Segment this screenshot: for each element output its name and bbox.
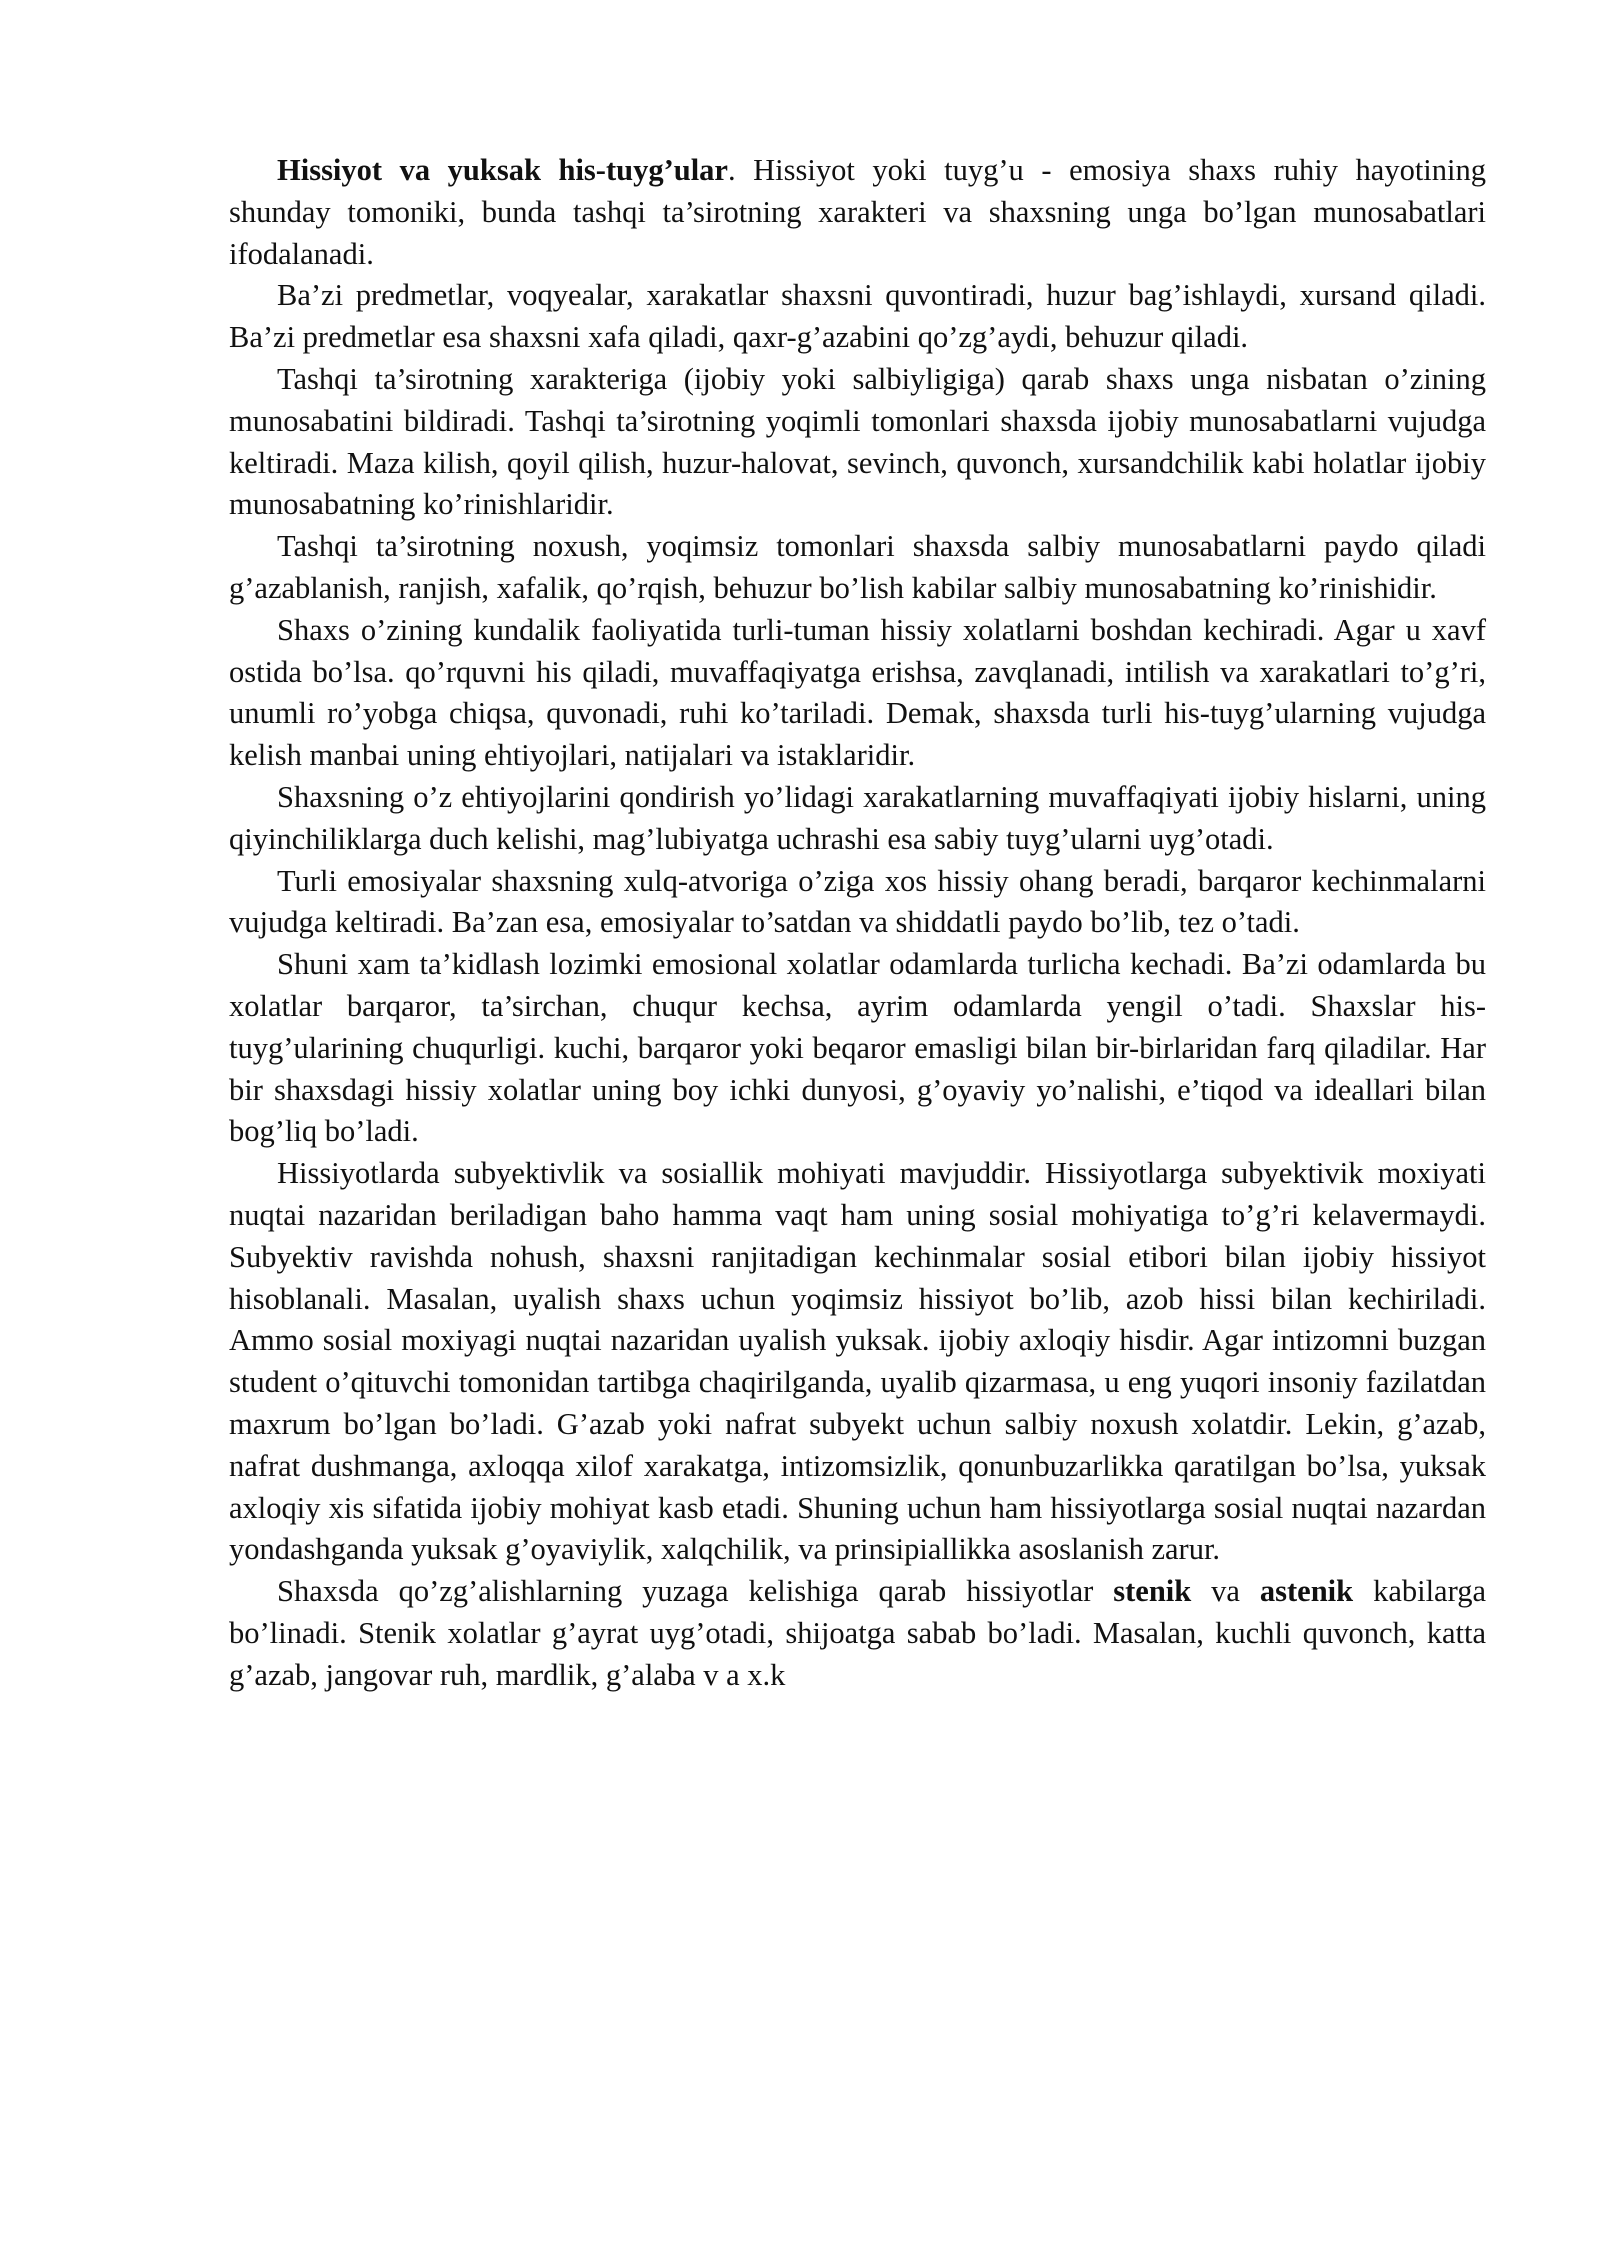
paragraph-tashqi-tasirot: Tashqi ta’sirotning xarakteriga (ijobiy yoki salbiyligiga) qarab shaxs unga nisbatan o’zining munosabatini bildiradi. Tashqi ta’sirotning yoqimli tomonlari shaxsda ijobiy munosabatlarni vujudga keltiradi. Maza kilish, qoyil qilish, huzur-halovat, sevinch, quvonch, xursandchilik kabi holatlar ijobiy munosabatning ko’rinishlaridir. <box>229 361 1486 522</box>
term-astenik: astenik <box>1259 1574 1354 1609</box>
paragraph-salbiy-munosabat: Tashqi ta’sirotning noxush, yoqimsiz tomonlari shaxsda salbiy munosabatlarni paydo qiladi g’azablanish, ranjish, xafalik, qo’rqish, behuzur bo’lish kabilar salbiy munosabatning ko’rinishidir. <box>229 529 1486 605</box>
paragraph-hissiyot-intro <box>229 150 1486 275</box>
paragraph-ehtiyojlar: Shaxsning o’z ehtiyojlarini qondirish yo’lidagi xarakatlarning muvaffaqiyati ijobiy hislarni, uning qiyinchiliklarga duch kelishi, mag’lubiyatga uchrashi esa sabiy tuyg’ularni uyg’otadi. <box>229 779 1486 856</box>
paragraph-text: va <box>1191 1574 1260 1609</box>
paragraph-kundalik-faoliyat: Shaxs o’zining kundalik faoliyatida turli-tuman hissiy xolatlarni boshdan kechiradi. Agar u xavf ostida bo’lsa. qo’rquvni his qiladi, muvaffaqiyatga erishsa, zavqlanadi, intilish va xarakatlari to’g’ri, unumli ro’yobga chiqsa, quvonadi, ruhi ko’tariladi. Demak, shaxsda turli his-tuyg’ularning vujudga kelish manbai uning ehtiyojlari, natijalari va istaklaridir. <box>229 612 1486 773</box>
paragraph-text: kabilarga bo’linadi. Stenik xolatlar g’ayrat uyg’otadi, shijoatga sabab bo’ladi. Masalan, kuchli quvonch, katta g’azab, jangovar ruh, mardlik, g’alaba v a x.k <box>229 1574 1486 1692</box>
paragraph-predmetlar: Ba’zi predmetlar, voqyealar, xarakatlar shaxsni quvontiradi, huzur bag’ishlaydi, xursand qiladi. Ba’zi predmetlar esa shaxsni xafa qiladi, qaxr-g’azabini qo’zg’aydi, behuzur qiladi. <box>229 278 1486 355</box>
term-stenik: stenik <box>1113 1574 1192 1609</box>
paragraph-turli-emosiyalar: Turli emosiyalar shaxsning xulq-atvoriga o’ziga xos hissiy ohang beradi, barqaror kechinmalarni vujudga keltiradi. Ba’zan esa, emosiyalar to’satdan va shiddatli paydo bo’lib, tez o’tadi. <box>229 863 1486 940</box>
paragraph-subyektivlik: Hissiyotlarda subyektivlik va sosiallik mohiyati mavjuddir. Hissiyotlarga subyektivik moxiyati nuqtai nazaridan beriladigan baho hamma vaqt ham uning sosial mohiyatiga to’g’ri kelavermaydi. Subyektiv ravishda nohush, shaxsni ranjitadigan kechinmalar sosial etibori bilan ijobiy hissiyot hisoblanali. Masalan, uyalish shaxs uchun yoqimsiz hissiyot bo’lib, azob hissi bilan kechiriladi. Ammo sosial moxiyagi nuqtai nazaridan uyalish yuksak. ijobiy axloqiy hisdir. Agar intizomni buzgan student o’qituvchi tomonidan tartibga chaqirilganda, uyalib qizarmasa, u eng yuqori insoniy fazilatdan maxrum bo’lgan bo’ladi. G’azab yoki nafrat subyekt uchun salbiy noxush xolatdir. Lekin, g’azab, nafrat dushmanga, axloqqa xilof xarakatga, intizomsizlik, qonunbuzarlikka qaratilgan bo’lsa, yuksak axloqiy xis sifatida ijobiy mohiyat kasb etadi. Shuning uchun ham hissiyotlarga sosial nuqtai nazardan yondashganda yuksak g’oyaviylik, xalqchilik, va prinsipiallikka asoslanish zarur. <box>229 1156 1486 1567</box>
paragraph-text: . Hissiyot yoki tuyg’u - emosiya shaxs ruhiy hayotining shunday tomoniki, bunda tashqi ta’sirotning xarakteri va shaxsning unga bo’lgan munosabatlari ifodalanadi. <box>229 153 1486 271</box>
document-page <box>229 150 1486 1696</box>
section-heading: Hissiyot va yuksak his-tuyg’ular <box>277 153 728 187</box>
paragraph-emosional-xolatlar: Shuni xam ta’kidlash lozimki emosional xolatlar odamlarda turlicha kechadi. Ba’zi odamlarda bu xolatlar barqaror, ta’sirchan, chuqur kechsa, ayrim odamlarda yengil o’tadi. Shaxslar his-tuyg’ularining chuqurligi. kuchi, barqaror yoki beqaror emasligi bilan bir-birlaridan farq qiladilar. Har bir shaxsdagi hissiy xolatlar uning boy ichki dunyosi, g’oyaviy yo’nalishi, e’tiqod va ideallari bilan bog’liq bo’ladi. <box>229 947 1486 1149</box>
paragraph-text: Shaxsda qo’zg’alishlarning yuzaga kelishiga qarab hissiyotlar <box>277 1574 1114 1609</box>
paragraph-stenik-astenik <box>229 1571 1486 1696</box>
